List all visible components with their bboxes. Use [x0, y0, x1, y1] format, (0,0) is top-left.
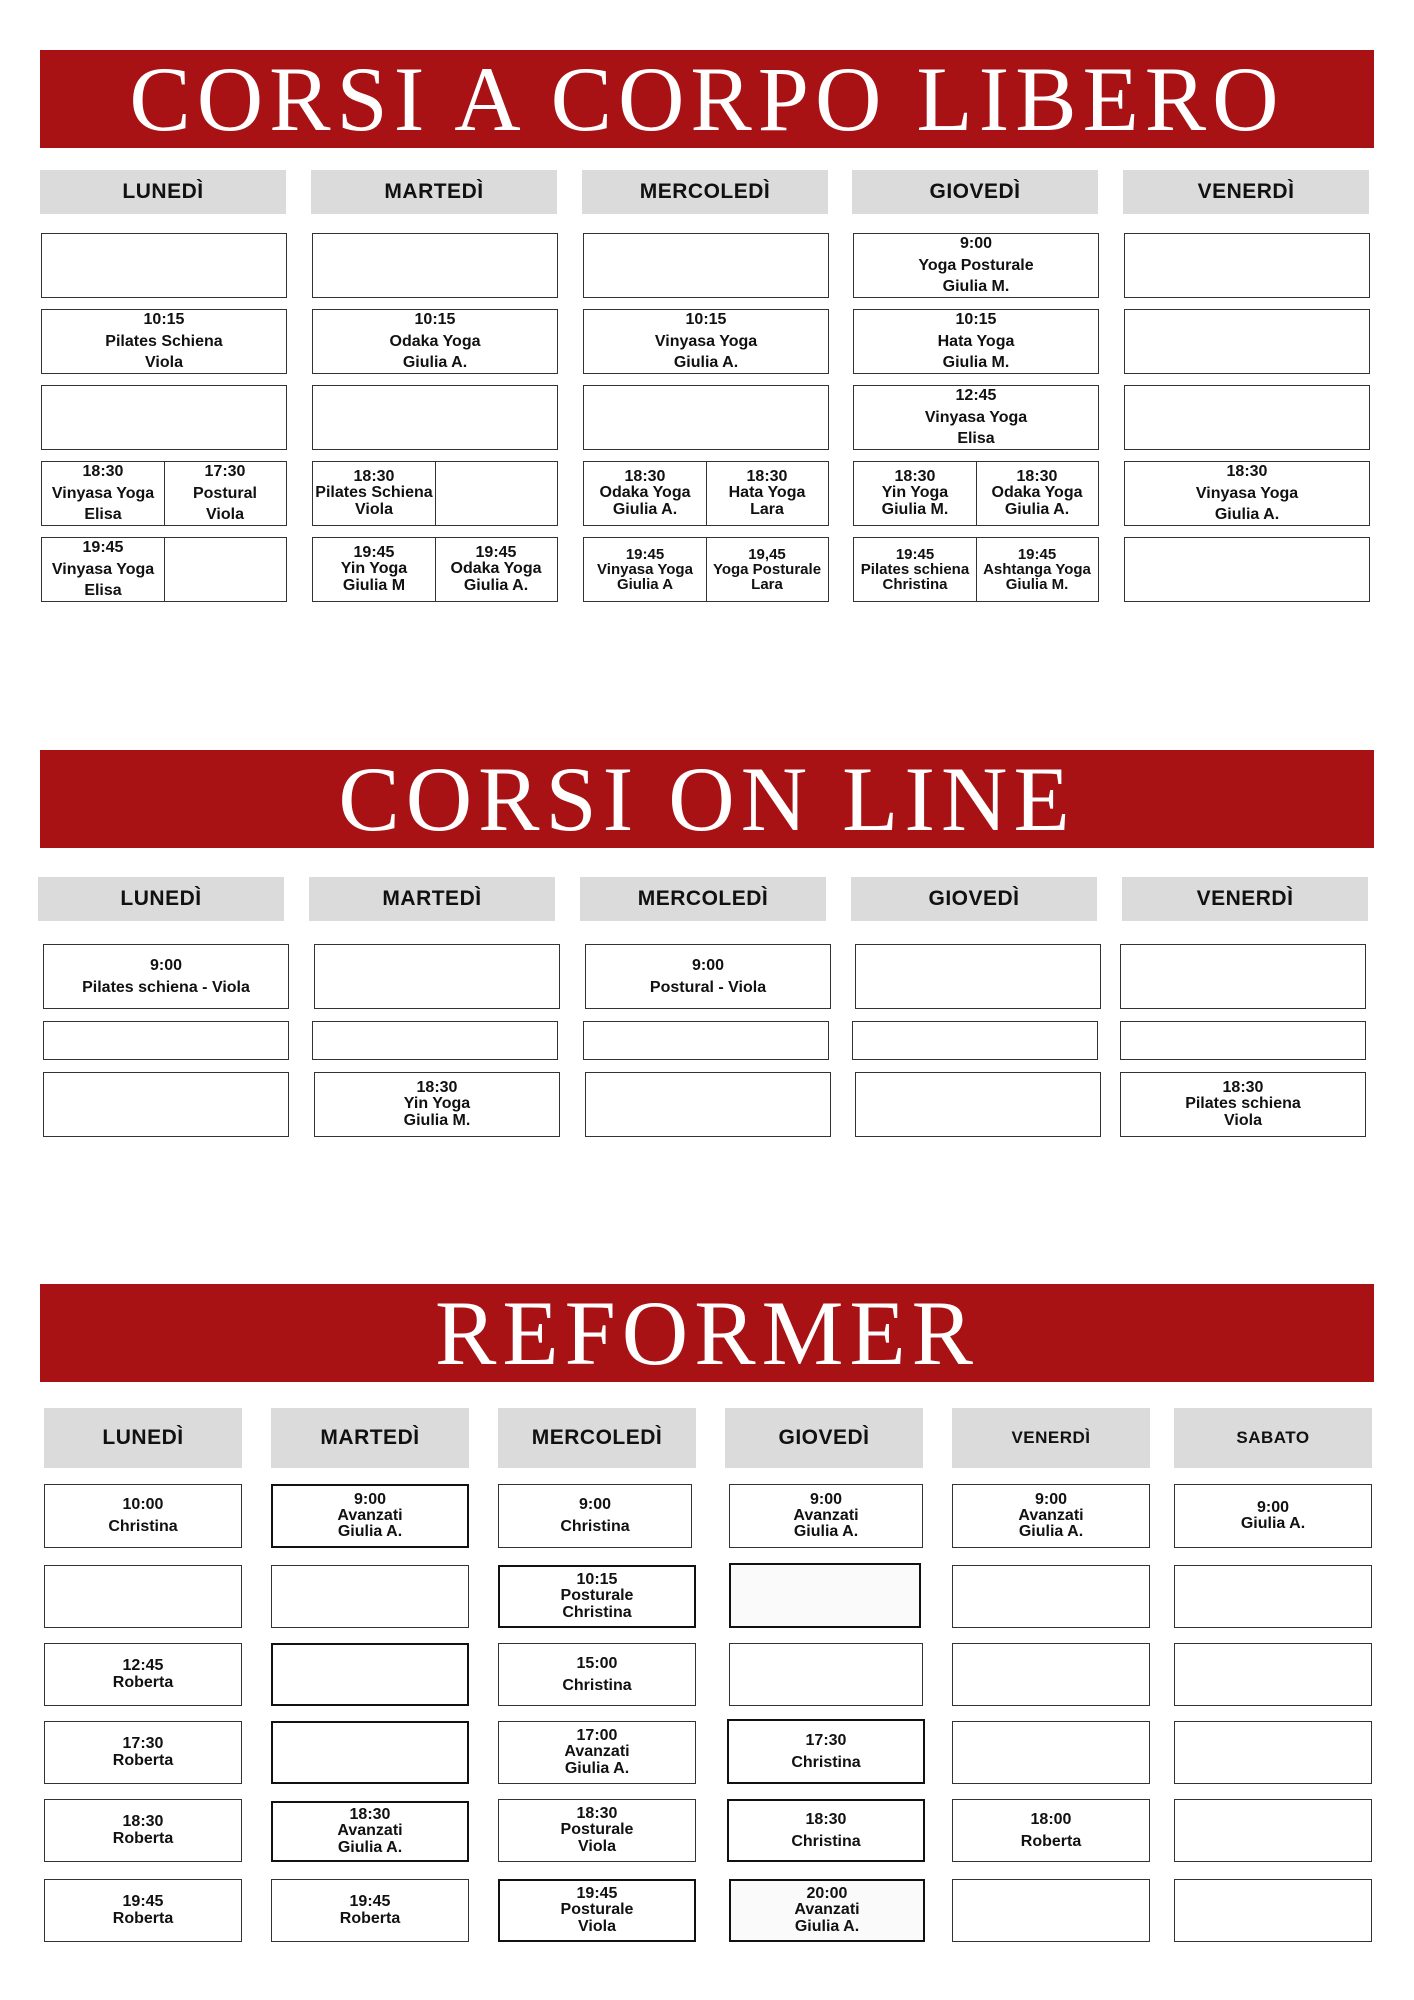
schedule-cell	[44, 1484, 242, 1548]
class-teacher: Giulia A.	[564, 1759, 630, 1777]
class-teacher: Giulia M.	[1005, 576, 1069, 594]
class-name: Avanzati	[793, 1506, 859, 1524]
schedule-cell	[312, 537, 558, 602]
class-time: 19:45	[82, 539, 124, 557]
class-slot	[584, 538, 706, 601]
class-name: Postural	[192, 484, 257, 502]
schedule-cell	[853, 461, 1099, 526]
schedule-cell-empty	[43, 1072, 289, 1137]
class-time: 19:45	[1017, 545, 1057, 563]
class-teacher: Christina	[882, 576, 948, 594]
schedule-cell-empty	[1124, 385, 1370, 450]
day-header-lunedi: LUNEDÌ	[38, 877, 284, 921]
class-time: 18:30	[1016, 468, 1058, 486]
schedule-cell-empty	[952, 1643, 1150, 1706]
class-name: Hata Yoga	[937, 332, 1015, 350]
class-slot	[584, 310, 828, 373]
class-time: 18:30	[1222, 1079, 1264, 1097]
class-time: 18:30	[624, 468, 666, 486]
class-name: Avanzati	[337, 1822, 403, 1840]
class-name: Vinyasa Yoga	[597, 560, 693, 578]
class-slot	[42, 310, 286, 373]
schedule-cell-empty	[585, 1072, 831, 1137]
class-teacher: Christina	[562, 1603, 632, 1621]
class-teacher: Viola	[355, 500, 393, 518]
class-slot	[953, 1800, 1149, 1861]
section-title-reformer: REFORMER	[40, 1284, 1374, 1382]
schedule-cell	[44, 1799, 242, 1862]
schedule-cell-empty	[952, 1879, 1150, 1942]
day-header-venerdi: VENERDÌ	[1123, 170, 1369, 214]
class-name: Pilates schiena	[860, 560, 970, 578]
schedule-cell	[312, 309, 558, 374]
schedule-cell	[498, 1565, 696, 1628]
class-slot	[976, 538, 1098, 601]
class-slot	[500, 1881, 694, 1940]
class-slot	[729, 1801, 923, 1860]
schedule-cell	[498, 1721, 696, 1784]
class-teacher: Giulia A.	[1018, 1523, 1084, 1541]
day-header-lunedi: LUNEDÌ	[40, 170, 286, 214]
class-name: Avanzati	[794, 1901, 860, 1919]
class-teacher: Elisa	[84, 582, 122, 600]
class-name: Yin Yoga	[881, 484, 949, 502]
class-slot	[45, 1644, 241, 1705]
schedule-cell	[585, 944, 831, 1009]
class-time: 9:00	[959, 235, 993, 253]
class-time: 17:00	[576, 1727, 618, 1745]
class-slot	[313, 462, 435, 525]
class-name: Yoga Posturale	[712, 560, 822, 578]
class-time: 19:45	[349, 1893, 391, 1911]
class-teacher: Christina	[791, 1753, 861, 1771]
class-name: Pilates Schiena	[105, 332, 223, 350]
class-time: 18:30	[416, 1079, 458, 1097]
class-name: Avanzati	[564, 1743, 630, 1761]
class-slot	[272, 1880, 468, 1941]
class-time: 9:00	[809, 1490, 843, 1508]
class-time: 12:45	[955, 387, 997, 405]
class-name: Odaka Yoga	[389, 332, 481, 350]
class-time: 18:30	[1226, 463, 1268, 481]
schedule-cell	[314, 1072, 560, 1137]
class-time: 19:45	[576, 1885, 618, 1903]
schedule-cell-empty	[1124, 537, 1370, 602]
class-time: 20:00	[806, 1885, 848, 1903]
class-time: 18:30	[349, 1806, 391, 1824]
class-slot	[731, 1881, 923, 1940]
class-time: 10:15	[955, 311, 997, 329]
class-time: 9:00	[1256, 1498, 1290, 1516]
class-slot	[45, 1800, 241, 1861]
class-slot	[313, 310, 557, 373]
class-slot	[854, 538, 976, 601]
class-teacher: Christina	[108, 1518, 178, 1535]
class-slot	[854, 234, 1098, 297]
class-time: 19:45	[122, 1893, 164, 1911]
class-slot	[42, 462, 164, 525]
schedule-cell-empty	[855, 944, 1101, 1009]
schedule-cell-empty	[583, 233, 829, 298]
class-slot	[499, 1485, 691, 1547]
class-time: 18:00	[1030, 1810, 1072, 1828]
class-slot	[1175, 1485, 1371, 1547]
class-teacher: Roberta	[112, 1829, 174, 1847]
class-slot	[1121, 1073, 1365, 1136]
class-teacher: Giulia A.	[463, 576, 529, 594]
class-slot	[44, 945, 288, 1008]
day-header-venerdi: VENERDÌ	[952, 1408, 1150, 1468]
schedule-cell	[729, 1879, 925, 1942]
class-time: 10:15	[414, 311, 456, 329]
class-teacher: Giulia M	[342, 576, 406, 594]
class-name: Avanzati	[337, 1506, 403, 1524]
schedule-cell	[41, 537, 287, 602]
class-teacher: Giulia M.	[403, 1111, 471, 1129]
section-title-corpo-libero: CORSI A CORPO LIBERO	[40, 50, 1374, 148]
schedule-cell-empty	[1174, 1721, 1372, 1784]
class-slot	[1125, 462, 1369, 525]
class-teacher: Giulia A.	[673, 354, 739, 372]
class-name: Vinyasa Yoga	[51, 560, 155, 578]
schedule-cell-empty	[1124, 233, 1370, 298]
class-time: 9:00	[353, 1490, 387, 1508]
class-teacher: Giulia A.	[794, 1917, 860, 1935]
class-teacher: Giulia A	[616, 576, 674, 594]
class-teacher: Giulia A.	[612, 500, 678, 518]
class-time: 18:30	[122, 1813, 164, 1831]
class-slot	[953, 1485, 1149, 1547]
class-teacher: Giulia M.	[942, 354, 1010, 372]
schedule-cell	[44, 1879, 242, 1942]
schedule-cell-empty	[952, 1565, 1150, 1628]
schedule-cell-empty	[1120, 944, 1366, 1009]
day-header-giovedi: GIOVEDÌ	[725, 1408, 923, 1468]
class-teacher: Lara	[750, 500, 784, 518]
day-header-giovedi: GIOVEDÌ	[852, 170, 1098, 214]
class-time: 18:30	[576, 1805, 618, 1823]
class-time: 19:45	[475, 544, 517, 562]
schedule-cell	[727, 1719, 925, 1784]
schedule-cell-empty	[729, 1563, 921, 1628]
schedule-cell	[498, 1484, 692, 1548]
class-teacher: Giulia A.	[1004, 500, 1070, 518]
schedule-cell-empty	[312, 233, 558, 298]
class-teacher: Giulia A.	[1214, 506, 1280, 524]
class-slot	[729, 1721, 923, 1782]
class-slot	[706, 538, 828, 601]
schedule-cell-empty	[855, 1072, 1101, 1137]
class-time: 10:00	[122, 1496, 164, 1514]
schedule-cell	[271, 1879, 469, 1942]
schedule-cell	[583, 461, 829, 526]
class-teacher: Giulia M.	[881, 500, 949, 518]
day-header-mercoledi: MERCOLEDÌ	[580, 877, 826, 921]
day-header-giovedi: GIOVEDÌ	[851, 877, 1097, 921]
class-slot	[500, 1567, 694, 1626]
class-teacher: Roberta	[112, 1673, 174, 1691]
class-slot	[273, 1803, 467, 1860]
class-name: Hata Yoga	[728, 484, 806, 502]
class-name: Pilates schiena - Viola	[82, 978, 250, 996]
class-slot	[435, 538, 557, 601]
class-name: Posturale	[560, 1901, 634, 1919]
class-slot	[584, 462, 706, 525]
schedule-cell-empty	[41, 233, 287, 298]
schedule-cell	[853, 309, 1099, 374]
class-time: 18:30	[353, 468, 395, 486]
class-time: 17:30	[805, 1731, 847, 1749]
class-time: 12:45	[122, 1657, 164, 1675]
class-time: 19:45	[895, 545, 935, 563]
schedule-cell-empty	[271, 1565, 469, 1628]
class-name: Pilates schiena	[1185, 1095, 1301, 1113]
class-name: Posturale	[560, 1587, 634, 1605]
class-slot	[730, 1485, 922, 1547]
class-teacher: Christina	[791, 1832, 861, 1850]
class-slot	[976, 462, 1098, 525]
class-time: 18:30	[894, 468, 936, 486]
class-name: Yoga Posturale	[918, 256, 1034, 274]
class-time: 10:15	[685, 311, 727, 329]
schedule-cell-empty	[729, 1643, 923, 1706]
class-time: 9:00	[1034, 1490, 1068, 1508]
schedule-cell	[498, 1879, 696, 1942]
class-time: 9:00	[691, 956, 725, 974]
day-header-lunedi: LUNEDÌ	[44, 1408, 242, 1468]
class-slot	[586, 945, 830, 1008]
class-slot	[315, 1073, 559, 1136]
schedule-cell	[43, 944, 289, 1009]
class-name: Yin Yoga	[403, 1095, 471, 1113]
class-name: Vinyasa Yoga	[1195, 484, 1299, 502]
class-teacher: Viola	[1224, 1111, 1262, 1129]
schedule-cell-empty	[41, 385, 287, 450]
class-slot	[499, 1722, 695, 1783]
class-teacher: Viola	[578, 1837, 616, 1855]
schedule-cell	[952, 1484, 1150, 1548]
class-slot	[706, 462, 828, 525]
class-teacher: Christina	[562, 1676, 632, 1694]
class-name: Odaka Yoga	[450, 560, 542, 578]
class-time: 10:15	[576, 1571, 618, 1589]
class-name: Avanzati	[1018, 1506, 1084, 1524]
schedule-cell-empty	[583, 385, 829, 450]
class-teacher: Viola	[206, 506, 244, 524]
class-time: 15:00	[576, 1654, 618, 1672]
class-time: 19:45	[353, 544, 395, 562]
schedule-cell-empty	[1174, 1565, 1372, 1628]
schedule-cell-empty	[44, 1565, 242, 1628]
class-slot	[854, 462, 976, 525]
schedule-cell	[44, 1643, 242, 1706]
class-teacher: Lara	[751, 576, 783, 594]
class-slot	[499, 1644, 695, 1705]
class-name: Vinyasa Yoga	[924, 408, 1028, 426]
schedule-cell	[853, 385, 1099, 450]
schedule-cell	[583, 537, 829, 602]
class-time: 17:30	[204, 463, 246, 481]
schedule-cell-empty	[1120, 1021, 1366, 1060]
schedule-cell	[952, 1799, 1150, 1862]
class-teacher: Giulia A.	[402, 354, 468, 372]
class-name: Odaka Yoga	[991, 484, 1083, 502]
day-header-mercoledi: MERCOLEDÌ	[582, 170, 828, 214]
class-teacher: Giulia A.	[1240, 1515, 1306, 1532]
class-slot	[854, 386, 1098, 449]
class-slot	[854, 310, 1098, 373]
schedule-cell	[498, 1799, 696, 1862]
day-header-martedi: MARTEDÌ	[271, 1408, 469, 1468]
class-time: 10:15	[143, 311, 185, 329]
schedule-cell	[41, 461, 287, 526]
class-teacher: Roberta	[112, 1751, 174, 1769]
schedule-cell	[271, 1801, 469, 1862]
class-name: Pilates Schiena	[315, 484, 433, 502]
schedule-cell	[41, 309, 287, 374]
class-slot	[45, 1485, 241, 1547]
class-teacher: Roberta	[1020, 1832, 1082, 1850]
class-teacher: Elisa	[957, 430, 995, 448]
class-teacher: Roberta	[112, 1909, 174, 1927]
schedule-cell	[498, 1643, 696, 1706]
schedule-cell-empty	[312, 1021, 558, 1060]
schedule-cell	[853, 233, 1099, 298]
day-header-venerdi: VENERDÌ	[1122, 877, 1368, 921]
schedule-cell	[729, 1484, 923, 1548]
schedule-cell	[271, 1484, 469, 1548]
day-header-mercoledi: MERCOLEDÌ	[498, 1408, 696, 1468]
schedule-cell-empty	[271, 1643, 469, 1706]
class-name: Vinyasa Yoga	[654, 332, 758, 350]
class-time: 18:30	[82, 463, 124, 481]
schedule-cell	[583, 309, 829, 374]
class-slot	[273, 1486, 467, 1546]
class-name: Ashtanga Yoga	[983, 560, 1091, 578]
class-teacher: Viola	[145, 354, 183, 372]
class-teacher: Giulia A.	[793, 1523, 859, 1541]
class-time: 19:45	[625, 545, 665, 563]
class-time: 18:30	[746, 468, 788, 486]
class-name: Yin Yoga	[340, 560, 408, 578]
schedule-cell-empty	[583, 1021, 829, 1060]
class-slot	[45, 1722, 241, 1783]
day-header-sabato: SABATO	[1174, 1408, 1372, 1468]
class-name: Posturale	[560, 1821, 634, 1839]
schedule-cell-empty	[1174, 1879, 1372, 1942]
schedule-cell-empty	[1174, 1799, 1372, 1862]
schedule-cell-empty	[1124, 309, 1370, 374]
class-slot	[313, 538, 435, 601]
class-teacher: Giulia A.	[337, 1838, 403, 1856]
class-teacher: Giulia A.	[337, 1523, 403, 1541]
class-slot	[499, 1800, 695, 1861]
class-teacher: Giulia M.	[942, 278, 1010, 296]
day-header-martedi: MARTEDÌ	[311, 170, 557, 214]
class-slot	[42, 538, 164, 601]
class-time: 18:30	[805, 1810, 847, 1828]
schedule-cell-empty	[43, 1021, 289, 1060]
schedule-cell-empty	[314, 944, 560, 1009]
class-time: 9:00	[578, 1496, 612, 1514]
day-header-martedi: MARTEDÌ	[309, 877, 555, 921]
schedule-cell	[1174, 1484, 1372, 1548]
class-teacher: Elisa	[84, 506, 122, 524]
class-name: Vinyasa Yoga	[51, 484, 155, 502]
class-time: 19,45	[748, 545, 786, 563]
class-time: 9:00	[149, 956, 183, 974]
schedule-cell-empty	[312, 385, 558, 450]
schedule-cell	[853, 537, 1099, 602]
schedule-cell-empty	[271, 1721, 469, 1784]
class-teacher: Viola	[578, 1917, 616, 1935]
schedule-cell-empty	[852, 1021, 1098, 1060]
class-name: Postural - Viola	[649, 978, 767, 996]
section-title-online: CORSI ON LINE	[40, 750, 1374, 848]
schedule-cell	[727, 1799, 925, 1862]
class-name: Odaka Yoga	[599, 484, 691, 502]
schedule-cell	[44, 1721, 242, 1784]
class-slot	[164, 462, 286, 525]
schedule-cell	[312, 461, 558, 526]
schedule-cell-empty	[952, 1721, 1150, 1784]
schedule-cell	[1124, 461, 1370, 526]
class-slot	[45, 1880, 241, 1941]
class-time: 17:30	[122, 1735, 164, 1753]
schedule-cell-empty	[1174, 1643, 1372, 1706]
class-teacher: Roberta	[339, 1909, 401, 1927]
schedule-cell	[1120, 1072, 1366, 1137]
class-teacher: Christina	[560, 1518, 630, 1535]
